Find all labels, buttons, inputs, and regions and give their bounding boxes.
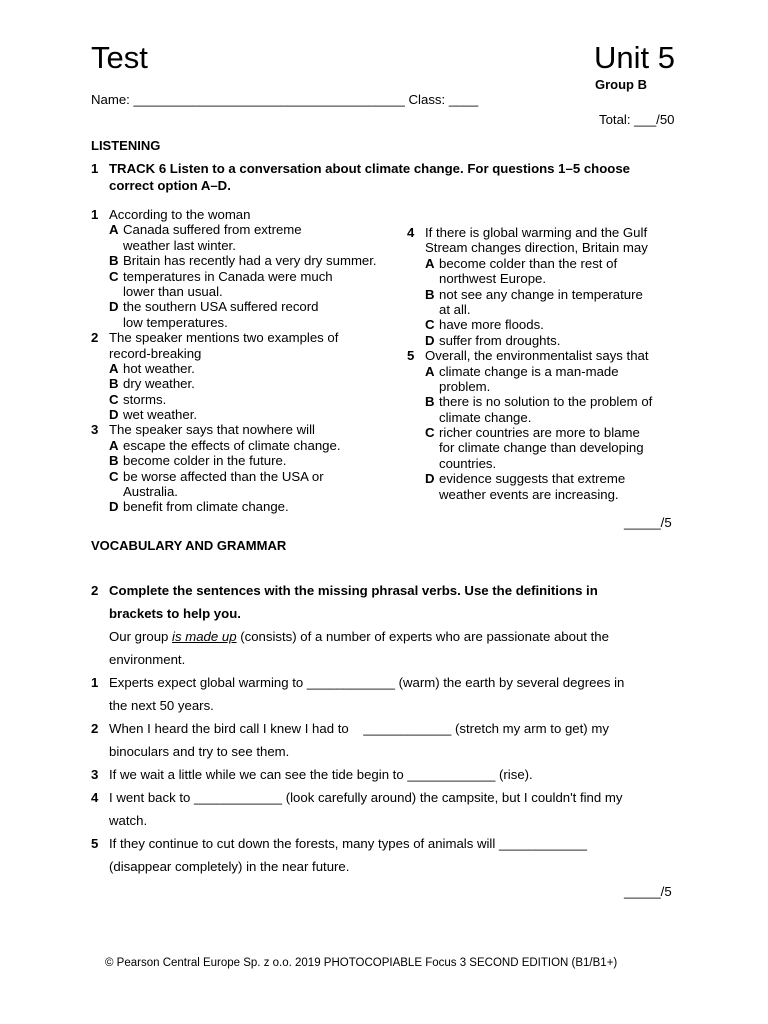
vocabulary-instruction-line-2: brackets to help you.: [109, 606, 241, 621]
listening-instruction-line-2: correct option A–D.: [109, 178, 231, 193]
option-text: there is no solution to the problem of: [439, 394, 653, 410]
question-3-option-d: [91, 499, 377, 514]
sentence-number: 5: [91, 836, 99, 851]
option-letter: C: [109, 468, 119, 484]
option-letter: D: [109, 299, 119, 315]
question-stem-text: If there is global warming and the Gulf: [425, 225, 648, 240]
question-number: 2: [91, 330, 99, 346]
question-stem-text: Stream changes direction, Britain may: [425, 240, 648, 256]
question-3-option-c: [91, 484, 377, 499]
option-letter: C: [425, 425, 435, 441]
sentence-text-line-2: (disappear completely) in the near future.: [109, 859, 350, 874]
listening-instruction-line-1: TRACK 6 Listen to a conversation about climate change. For questions 1–5 choose: [109, 161, 631, 176]
vocabulary-task-number: 2: [91, 583, 99, 598]
option-letter: D: [425, 332, 435, 348]
option-letter: B: [109, 453, 119, 469]
question-5-option-c: [407, 425, 652, 440]
question-1-option-d: [91, 315, 377, 330]
option-letter: D: [109, 499, 119, 515]
question-5-option-c: [407, 440, 652, 455]
question-3-option-c: [91, 469, 377, 484]
option-letter: C: [109, 268, 119, 284]
option-text: become colder than the rest of: [439, 255, 618, 271]
option-letter: D: [109, 407, 119, 423]
question-4-stem-line: [407, 225, 652, 240]
option-text: the southern USA suffered record: [123, 299, 319, 315]
option-text: weather last winter.: [123, 237, 236, 253]
option-text: Britain has recently had a very dry summer.: [123, 253, 377, 269]
questions-column-right: [407, 225, 652, 502]
option-letter: B: [425, 286, 435, 302]
question-4-option-b: [407, 287, 652, 302]
question-number: 1: [91, 207, 99, 222]
option-text: Australia.: [123, 484, 178, 500]
question-4-option-a: [407, 256, 652, 271]
option-text: have more floods.: [439, 317, 544, 333]
question-1-option-d: [91, 299, 377, 314]
option-text: evidence suggests that extreme: [439, 471, 626, 487]
question-number: 5: [407, 348, 415, 364]
option-text: temperatures in Canada were much: [123, 268, 333, 284]
sentence-number: 4: [91, 790, 99, 805]
question-1-option-c: [91, 284, 377, 299]
question-2-option-a: [91, 361, 377, 376]
example-sentence: [91, 625, 691, 648]
sentence-text-line-1: If they continue to cut down the forests, many types of animals will ____________: [109, 836, 587, 851]
option-text: benefit from climate change.: [123, 499, 289, 515]
sentence-text-line-1: If we wait a little while we can see the tide begin to ____________ (rise).: [109, 767, 533, 782]
question-stem-text: The speaker says that nowhere will: [109, 422, 315, 438]
question-5-option-a: [407, 364, 652, 379]
option-text: suffer from droughts.: [439, 332, 561, 348]
option-letter: B: [109, 376, 119, 392]
option-text: be worse affected than the USA or: [123, 468, 324, 484]
option-text: low temperatures.: [123, 314, 228, 330]
vocabulary-sentences: [91, 671, 691, 878]
option-text: northwest Europe.: [439, 271, 547, 287]
sentence-5: [91, 832, 691, 855]
option-text: become colder in the future.: [123, 453, 287, 469]
option-text: problem.: [439, 378, 491, 394]
question-3-stem-line: [91, 422, 377, 437]
question-2-stem-line: [91, 346, 377, 361]
question-5-option-b: [407, 410, 652, 425]
sentence-number: 1: [91, 675, 99, 690]
example-line-2: environment.: [109, 652, 186, 667]
question-stem-text: Overall, the environmentalist says that: [425, 348, 649, 364]
sentence-text-line-1: When I heard the bird call I knew I had to ____________ (stretch my arm to get) my: [109, 721, 609, 736]
option-text: escape the effects of climate change.: [123, 437, 341, 453]
question-number: 3: [91, 422, 99, 438]
questions-column-left: [91, 207, 377, 515]
option-text: not see any change in temperature: [439, 286, 643, 302]
question-2-option-b: [91, 376, 377, 391]
option-text: hot weather.: [123, 360, 195, 376]
question-1-stem-line: [91, 207, 377, 222]
question-3-option-b: [91, 453, 377, 468]
option-text: dry weather.: [123, 376, 195, 392]
total-score: Total: ___/50: [599, 112, 675, 127]
option-text: weather events are increasing.: [439, 486, 619, 502]
question-4-option-c: [407, 317, 652, 332]
unit-title: Unit 5: [594, 40, 675, 75]
vocabulary-heading: VOCABULARY AND GRAMMAR: [91, 538, 287, 553]
question-1-option-c: [91, 269, 377, 284]
option-letter: C: [109, 391, 119, 407]
question-5-stem-line: [407, 348, 652, 363]
option-text: for climate change than developing: [439, 440, 644, 456]
vocabulary-exercise: [91, 579, 691, 878]
name-class-line: Name: _____________________________________ Class: ____: [91, 92, 479, 107]
question-4-option-d: [407, 333, 652, 348]
question-2-stem-line: [91, 330, 377, 345]
option-letter: C: [425, 317, 435, 333]
option-letter: B: [425, 394, 435, 410]
question-5-option-a: [407, 379, 652, 394]
example-after: (consists) of a number of experts who are passionate about the: [236, 629, 609, 644]
option-letter: A: [109, 437, 119, 453]
question-stem-text: According to the woman: [109, 207, 251, 222]
sentence-2: [91, 717, 691, 740]
option-letter: A: [425, 363, 435, 379]
sentence-3: [91, 763, 691, 786]
question-number: 4: [407, 225, 415, 240]
option-text: lower than usual.: [123, 283, 223, 299]
question-5-option-d: [407, 487, 652, 502]
sentence-text-line-2: binoculars and try to see them.: [109, 744, 290, 759]
sentence-number: 2: [91, 721, 99, 736]
option-text: climate change.: [439, 409, 532, 425]
question-4-option-b: [407, 302, 652, 317]
listening-task-number: 1: [91, 161, 99, 176]
group-label: Group B: [595, 77, 647, 92]
sentence-text-line-1: I went back to ____________ (look carefully around) the campsite, but I couldn't find my: [109, 790, 623, 805]
option-text: storms.: [123, 391, 167, 407]
question-1-option-a: [91, 222, 377, 237]
test-title: Test: [91, 40, 148, 75]
question-5-option-c: [407, 456, 652, 471]
option-text: at all.: [439, 301, 471, 317]
example-answer: is made up: [172, 629, 237, 644]
question-5-option-d: [407, 471, 652, 486]
sentence-4: [91, 786, 691, 809]
option-letter: A: [425, 255, 435, 271]
option-text: climate change is a man-made: [439, 363, 619, 379]
question-1-option-a: [91, 238, 377, 253]
question-3-option-a: [91, 438, 377, 453]
listening-score: _____/5: [624, 515, 672, 530]
option-letter: B: [109, 253, 119, 269]
question-4-stem-line: [407, 240, 652, 255]
question-1-option-b: [91, 253, 377, 268]
question-4-option-a: [407, 271, 652, 286]
question-2-option-c: [91, 392, 377, 407]
option-text: richer countries are more to blame: [439, 425, 640, 441]
option-text: wet weather.: [123, 407, 198, 423]
example-before: Our group: [109, 629, 173, 644]
sentence-number: 3: [91, 767, 99, 782]
vocabulary-instruction-line-1: Complete the sentences with the missing phrasal verbs. Use the definitions in: [109, 583, 598, 598]
option-text: Canada suffered from extreme: [123, 222, 302, 238]
option-letter: A: [109, 222, 119, 238]
question-stem-text: The speaker mentions two examples of: [109, 330, 339, 346]
sentence-text-line-1: Experts expect global warming to ____________ (warm) the earth by several degrees in: [109, 675, 625, 690]
option-letter: D: [425, 471, 435, 487]
option-text: countries.: [439, 455, 497, 471]
sentence-1: [91, 671, 691, 694]
question-stem-text: record-breaking: [109, 345, 202, 361]
option-letter: A: [109, 360, 119, 376]
listening-heading: LISTENING: [91, 138, 161, 153]
question-5-option-b: [407, 394, 652, 409]
copyright-footer: © Pearson Central Europe Sp. z o.o. 2019 PHOTOCOPIABLE Focus 3 SECOND EDITION (B1/B1+): [105, 957, 618, 969]
vocabulary-score: _____/5: [624, 884, 672, 899]
sentence-text-line-2: the next 50 years.: [109, 698, 214, 713]
question-2-option-d: [91, 407, 377, 422]
sentence-text-line-2: watch.: [109, 813, 148, 828]
